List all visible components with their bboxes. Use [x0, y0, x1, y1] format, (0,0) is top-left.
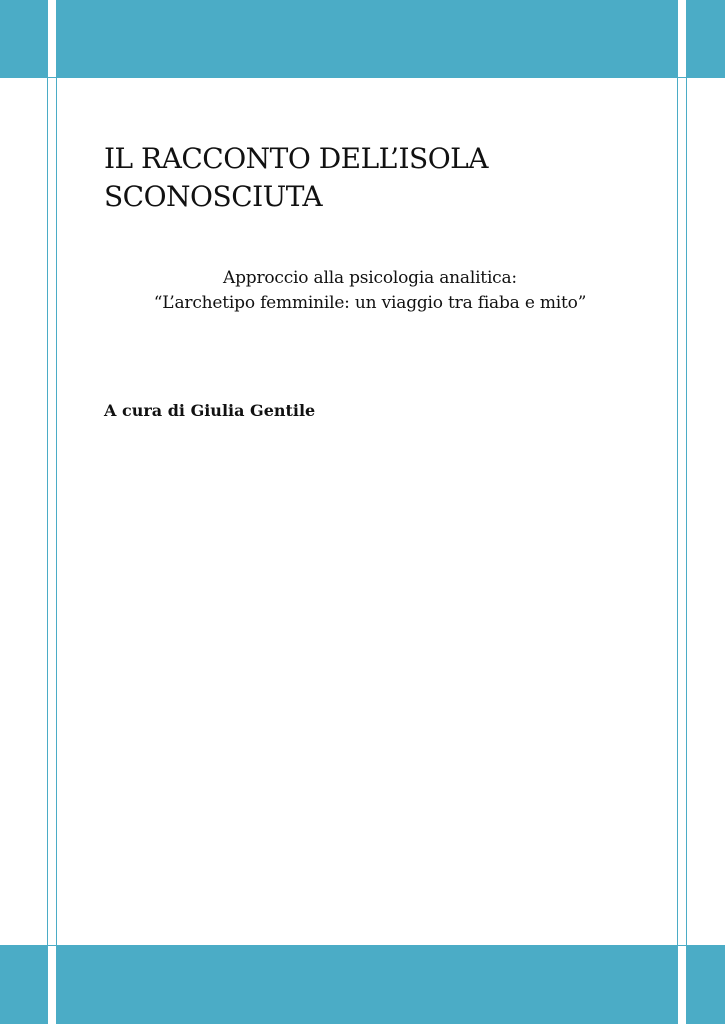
subtitle-line-2: “L’archetipo femminile: un viaggio tra fiaba e mito”: [153, 293, 587, 313]
bottom-center-band: [56, 946, 678, 1024]
author-credit: A cura di Giulia Gentile: [104, 401, 316, 420]
title-line-1: IL RACCONTO DELL’ISOLA: [104, 142, 488, 175]
bottom-right-band: [686, 946, 725, 1024]
frame-line-right-outer: [686, 0, 687, 1024]
bottom-left-band: [0, 946, 48, 1024]
top-center-band: [56, 0, 678, 77]
frame-line-bottom: [0, 945, 725, 946]
title-line-2: SCONOSCIUTA: [104, 180, 323, 213]
frame-line-top: [0, 77, 725, 78]
document-title: [104, 140, 664, 216]
frame-line-left-outer: [47, 0, 48, 1024]
document-subtitle: [104, 266, 636, 316]
frame-line-right-inner: [677, 0, 678, 1024]
top-left-band: [0, 0, 48, 77]
frame-line-left-inner: [56, 0, 57, 1024]
top-right-band: [686, 0, 725, 77]
subtitle-line-1: Approccio alla psicologia analitica:: [223, 268, 517, 288]
